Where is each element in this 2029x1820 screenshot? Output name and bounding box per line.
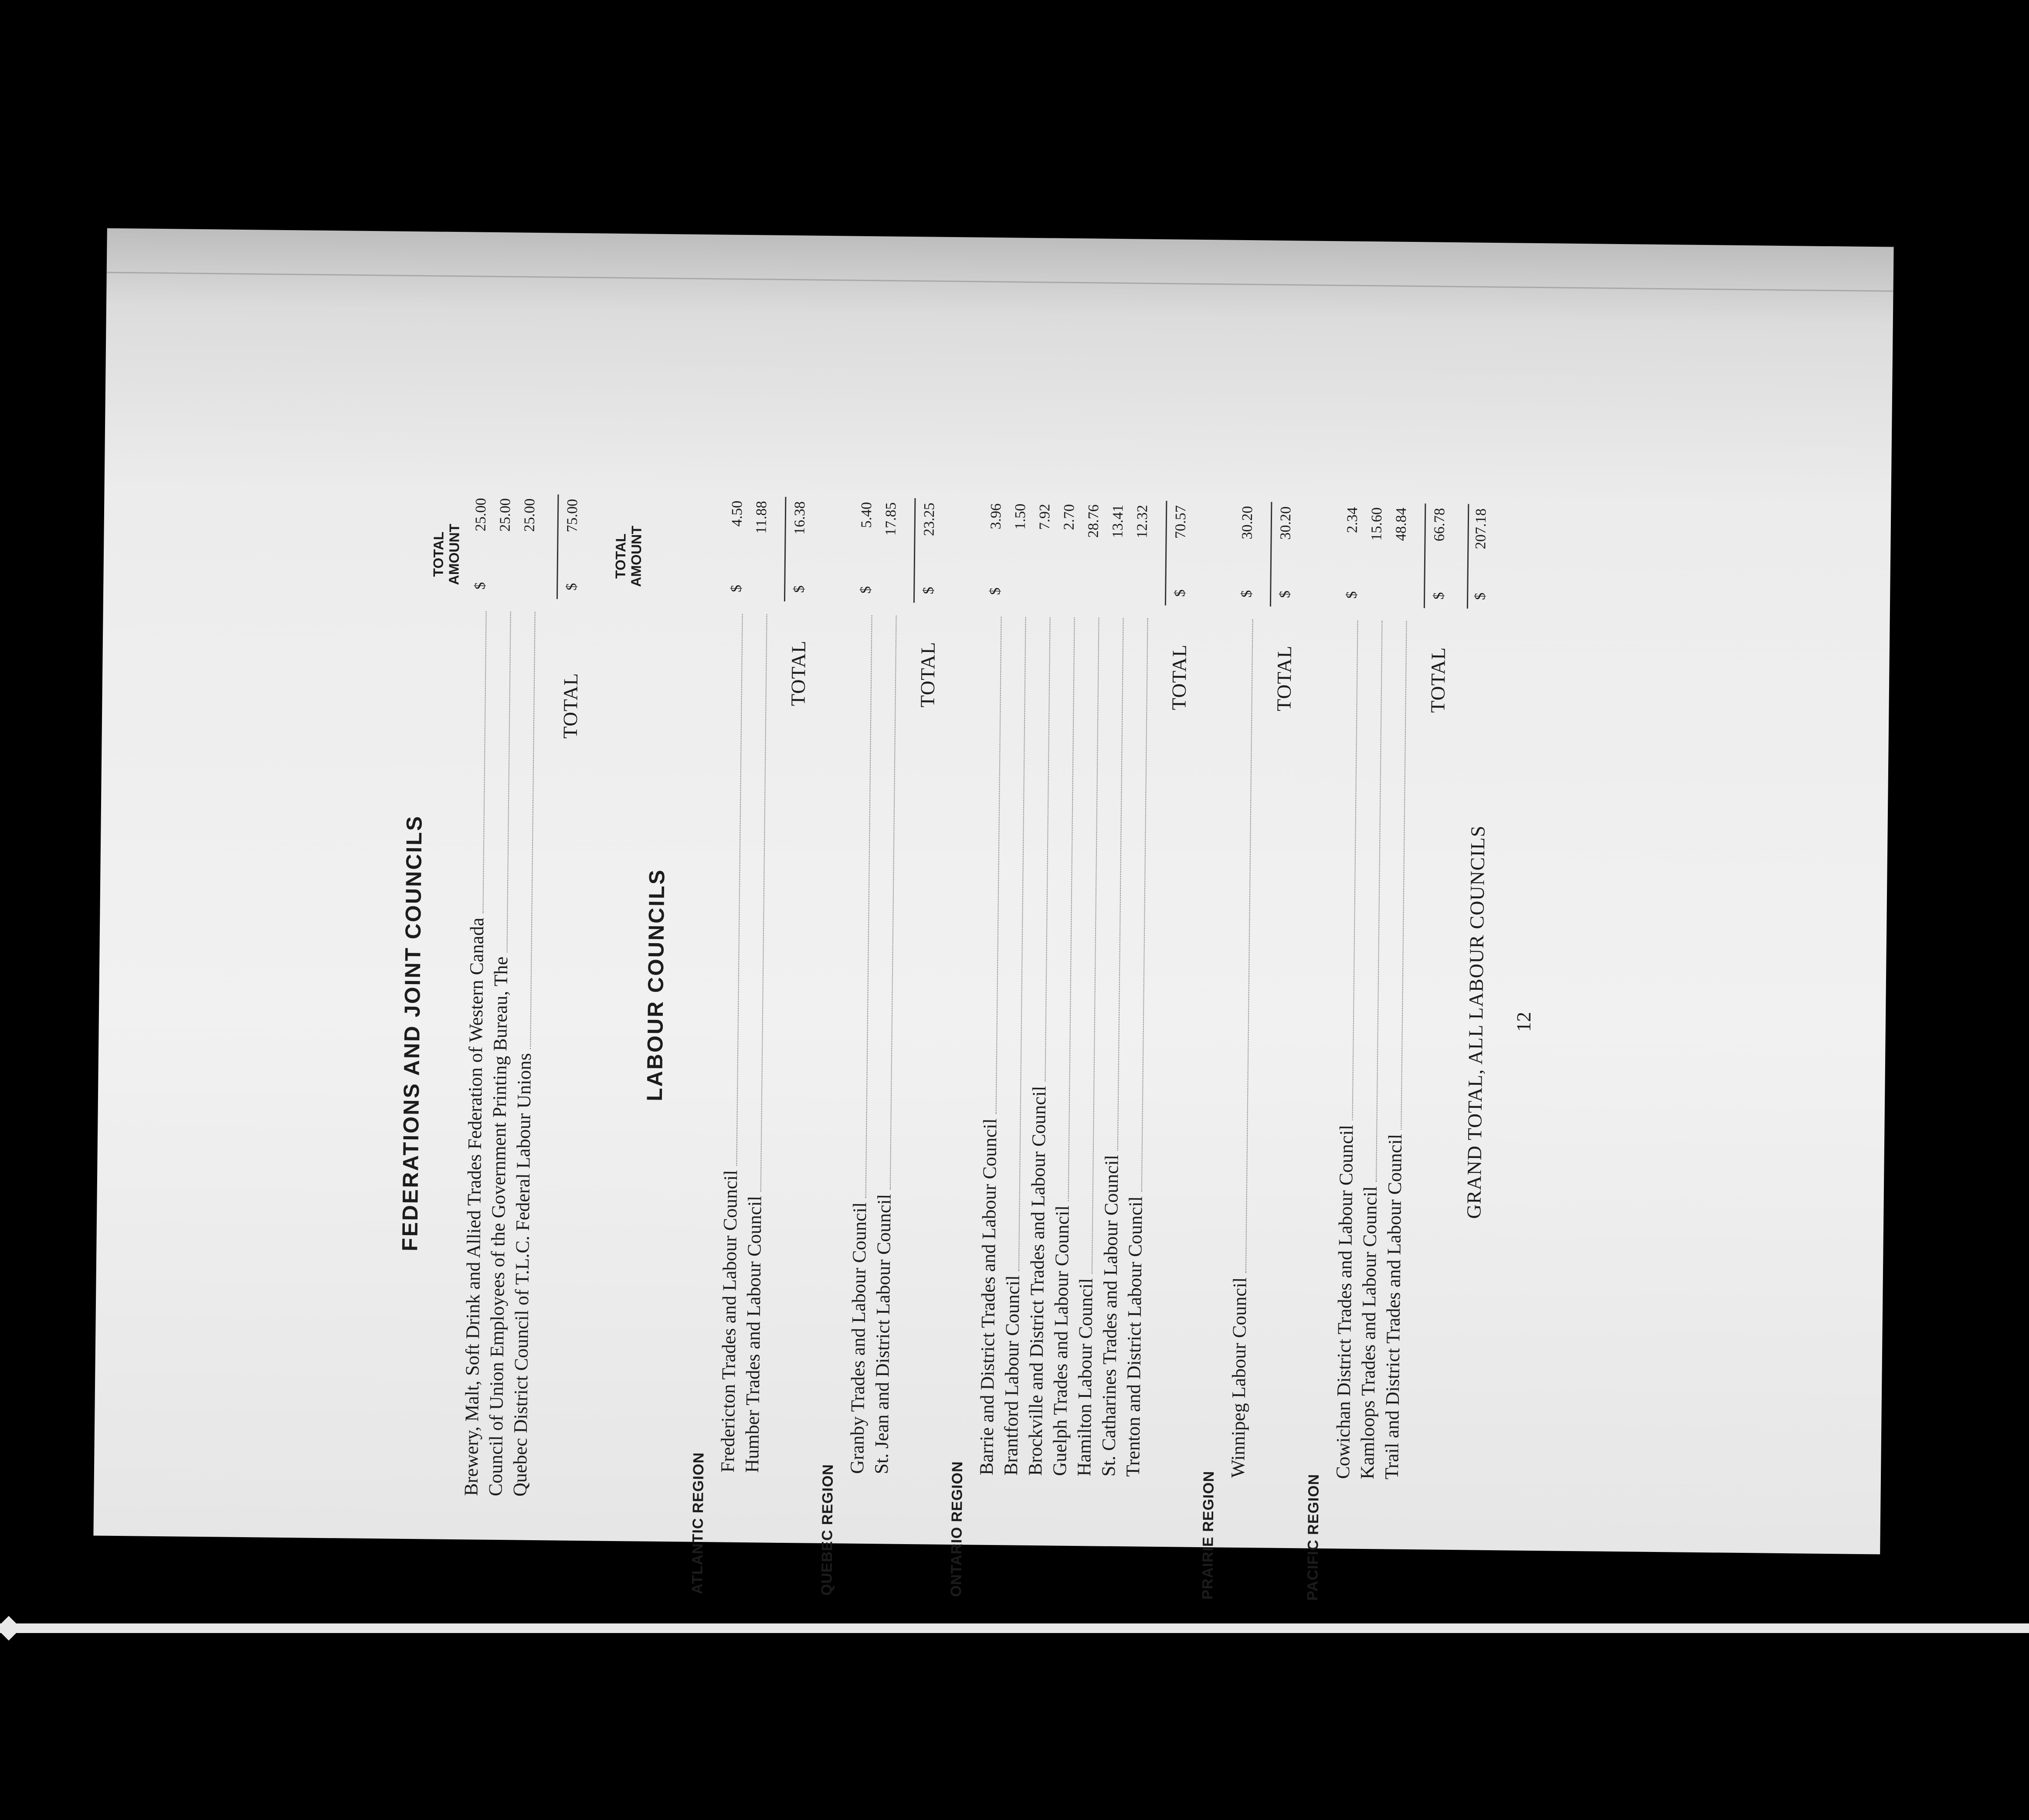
row-amount: 25.00	[521, 498, 538, 532]
currency-symbol: $	[858, 586, 874, 594]
row-amount: 48.84	[1393, 507, 1410, 541]
region-heading: PRAIRIE REGION	[1199, 1470, 1218, 1600]
currency-symbol: $	[1277, 590, 1293, 598]
total-label: TOTAL	[1272, 645, 1296, 712]
row-name: St. Catharines Trades and Labour Council	[1097, 1154, 1123, 1477]
grand-total-amount: 207.18	[1473, 508, 1490, 550]
row-name: St. Jean and District Labour Council	[870, 1194, 895, 1474]
total-amount: 23.25	[921, 503, 938, 536]
row-amount: 15.60	[1368, 507, 1385, 541]
dot-leader	[1031, 617, 1050, 1082]
row-name: Fredericton Trades and Labour Council	[717, 1170, 742, 1473]
row-amount: 7.92	[1036, 503, 1053, 530]
dot-leader	[493, 611, 511, 952]
total-amount: 16.38	[791, 501, 808, 535]
row-amount: 2.70	[1061, 504, 1078, 530]
dot-leader	[747, 614, 767, 1192]
total-rule	[1424, 503, 1426, 608]
row-amount: 3.96	[987, 503, 1004, 530]
row-name: Hamilton Labour Council	[1073, 1278, 1097, 1477]
currency-symbol: $	[728, 584, 745, 592]
total-rule	[1165, 501, 1167, 605]
rotated-page-content	[394, 371, 1975, 1608]
currency-symbol: $	[987, 587, 1004, 595]
row-name: Winnipeg Labour Council	[1227, 1277, 1251, 1478]
row-name: Granby Trades and Labour Council	[846, 1202, 871, 1474]
row-amount: 13.41	[1110, 504, 1126, 538]
dot-leader	[852, 615, 872, 1198]
row-amount: 25.00	[472, 498, 489, 532]
dot-leader	[983, 617, 1002, 1114]
row-amount: 5.40	[858, 502, 875, 528]
dot-leader	[1128, 618, 1148, 1192]
total-amount: 66.78	[1431, 508, 1448, 542]
dot-leader	[1232, 619, 1253, 1273]
row-amount: 30.20	[1239, 506, 1256, 540]
total-amount: 30.20	[1277, 506, 1294, 540]
currency-symbol: $	[920, 587, 937, 594]
row-amount: 28.76	[1085, 504, 1102, 538]
total-amount: 75.00	[564, 499, 581, 533]
row-amount: 12.32	[1134, 505, 1151, 539]
page-number: 12	[1512, 1012, 1535, 1032]
total-label: TOTAL	[559, 672, 582, 739]
row-amount: 1.50	[1012, 503, 1029, 530]
grand-total-label: GRAND TOTAL, ALL LABOUR COUNCILS	[1462, 825, 1489, 1219]
scanned-page	[93, 228, 1893, 1601]
row-name: Trail and District Trades and Labour Council	[1381, 1134, 1406, 1480]
dot-leader	[1339, 620, 1358, 1121]
currency-symbol: $	[1238, 590, 1255, 598]
dot-leader	[877, 615, 897, 1189]
row-name: Council of Union Employees of the Government Printing Bureau, The	[485, 956, 512, 1497]
dot-leader	[1055, 618, 1075, 1201]
currency-symbol: $	[1344, 591, 1360, 599]
region-heading: QUEBEC REGION	[818, 1463, 837, 1596]
total-amount: 70.57	[1172, 505, 1189, 539]
row-amount: 11.88	[753, 501, 770, 534]
row-name: Barrie and District Trades and Labour Council	[975, 1118, 1001, 1476]
row-amount: 4.50	[729, 500, 746, 527]
row-name: Trenton and District Labour Council	[1122, 1196, 1147, 1477]
row-name: Brantford Labour Council	[1000, 1275, 1024, 1476]
total-label: TOTAL	[916, 641, 939, 708]
currency-symbol: $	[1431, 592, 1447, 600]
row-name: Kamloops Trades and Labour Council	[1356, 1186, 1381, 1480]
currency-symbol: $	[1172, 589, 1188, 597]
dot-leader	[469, 611, 486, 913]
total-rule	[1270, 502, 1272, 607]
row-name: Humber Trades and Labour Council	[741, 1195, 766, 1473]
total-label: TOTAL	[1426, 647, 1449, 713]
column-header-total-amount: TOTAL AMOUNT	[430, 523, 462, 585]
row-name: Cowichan District Trades and Labour Council	[1332, 1124, 1357, 1479]
region-heading: ATLANTIC REGION	[689, 1452, 707, 1595]
dot-leader	[1104, 618, 1124, 1151]
table-row	[1227, 615, 1259, 1478]
dot-leader	[1388, 621, 1407, 1130]
film-strip-edge	[0, 1623, 2029, 1633]
film-strip-marker	[0, 1616, 21, 1641]
dot-leader	[723, 614, 743, 1166]
region-heading: PACIFIC REGION	[1304, 1474, 1323, 1601]
total-rule	[1467, 504, 1469, 608]
row-name: Brewery, Malt, Soft Drink and Allied Trades Federation of Western Canada	[460, 917, 488, 1496]
dot-leader	[517, 612, 535, 1049]
row-amount: 25.00	[497, 498, 514, 532]
column-header-total-amount: TOTAL AMOUNT	[612, 525, 645, 587]
dot-leader	[1363, 621, 1382, 1182]
row-amount: 2.34	[1344, 507, 1361, 533]
total-label: TOTAL	[787, 640, 810, 706]
currency-symbol: $	[1472, 592, 1489, 600]
total-rule	[784, 497, 787, 601]
row-amount: 17.85	[882, 502, 899, 536]
row-name: Brockville and District Trades and Labour Council	[1024, 1086, 1050, 1476]
labour-title: LABOUR COUNCILS	[642, 868, 669, 1102]
total-rule	[556, 494, 559, 599]
row-name: Quebec District Council of T.L.C. Federal Labour Unions	[509, 1053, 536, 1497]
total-label: TOTAL	[1167, 644, 1191, 710]
dot-leader	[1005, 617, 1026, 1271]
currency-symbol: $	[472, 582, 489, 590]
federations-title: FEDERATIONS AND JOINT COUNCILS	[397, 815, 427, 1252]
currency-symbol: $	[791, 585, 808, 593]
region-heading: ONTARIO REGION	[948, 1461, 966, 1597]
row-name: Guelph Trades and Labour Council	[1048, 1205, 1073, 1476]
currency-symbol: $	[563, 583, 580, 591]
total-rule	[913, 498, 916, 603]
dot-leader	[1079, 618, 1099, 1274]
